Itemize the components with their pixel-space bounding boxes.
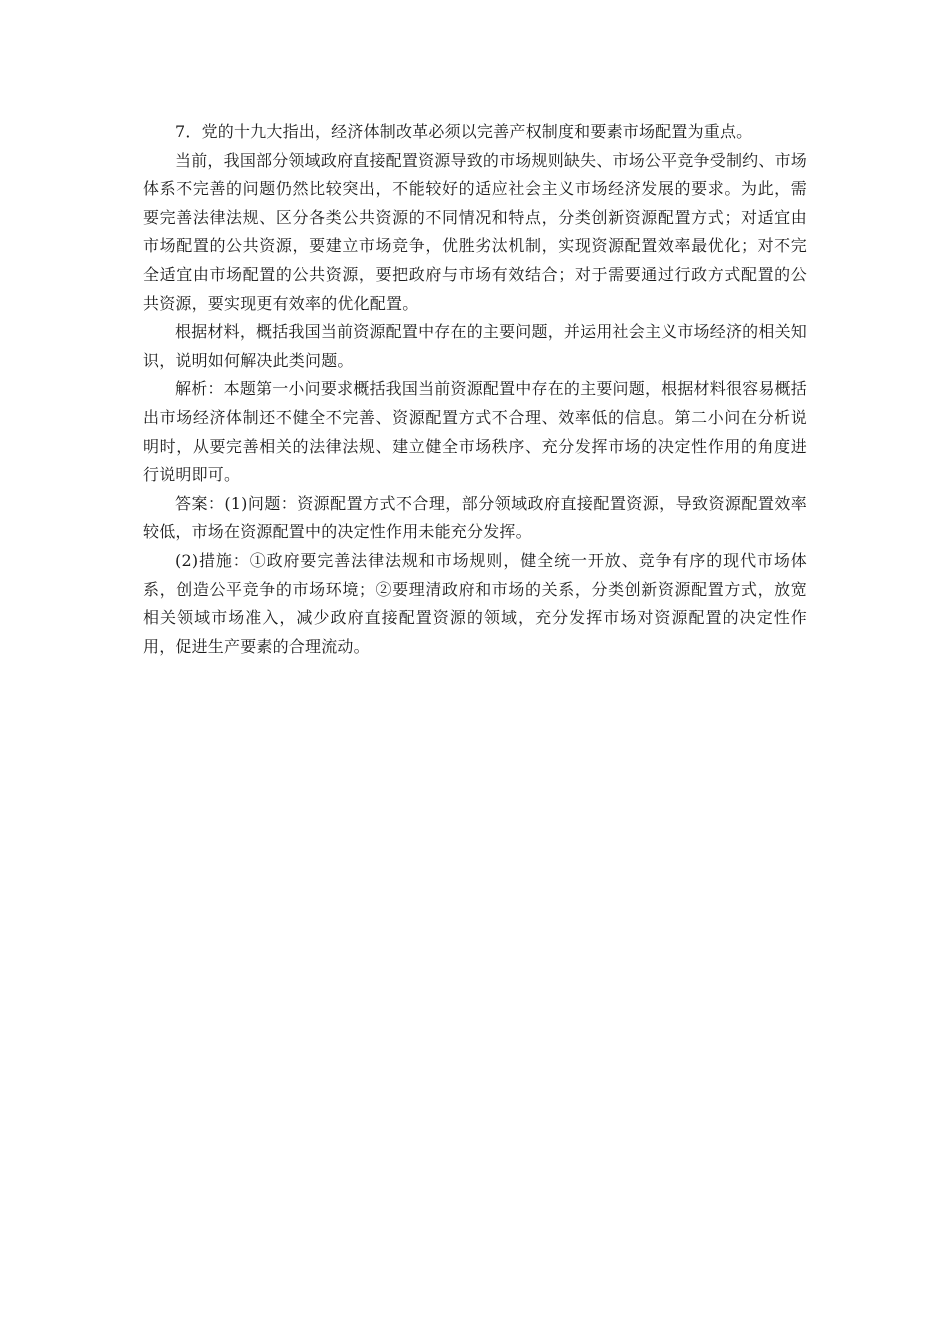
answer-part-2: (2)措施：①政府要完善法律法规和市场规则，健全统一开放、竞争有序的现代市场体系，创造公平竞争的市场环境；②要理清政府和市场的关系，分类创新资源配置方式，放宽相关领域市场准入，减少政府直接配置资源的领域，充分发挥市场对资源配置的决定性作用，促进生产要素的合理流动。	[143, 550, 807, 656]
material-paragraph: 当前，我国部分领域政府直接配置资源导致的市场规则缺失、市场公平竞争受制约、市场体系不完善的问题仍然比较突出，不能较好的适应社会主义市场经济发展的要求。为此，需要完善法律法规、区分各类公共资源的不同情况和特点，分类创新资源配置方式；对适宜由市场配置的公共资源，要建立市场竞争，优胜劣汰机制，实现资源配置效率最优化；对不完全适宜由市场配置的公共资源，要把政府与市场有效结合；对于需要通过行政方式配置的公共资源，要实现更有效率的优化配置。	[143, 150, 807, 313]
question-stem: 7．党的十九大指出，经济体制改革必须以完善产权制度和要素市场配置为重点。	[175, 122, 753, 141]
analysis-paragraph: 解析：本题第一小问要求概括我国当前资源配置中存在的主要问题，根据材料很容易概括出市场经济体制还不健全不完善、资源配置方式不合理、效率低的信息。第二小问在分析说明时，从要完善相关的法律法规、建立健全市场秩序、充分发挥市场的决定性作用的角度进行说明即可。	[143, 379, 807, 485]
question-prompt: 根据材料，概括我国当前资源配置中存在的主要问题，并运用社会主义市场经济的相关知识，说明如何解决此类问题。	[143, 322, 807, 370]
answer-part-1: 答案：(1)问题：资源配置方式不合理，部分领域政府直接配置资源，导致资源配置效率较低，市场在资源配置中的决定性作用未能充分发挥。	[143, 493, 807, 542]
document-body	[143, 118, 807, 661]
